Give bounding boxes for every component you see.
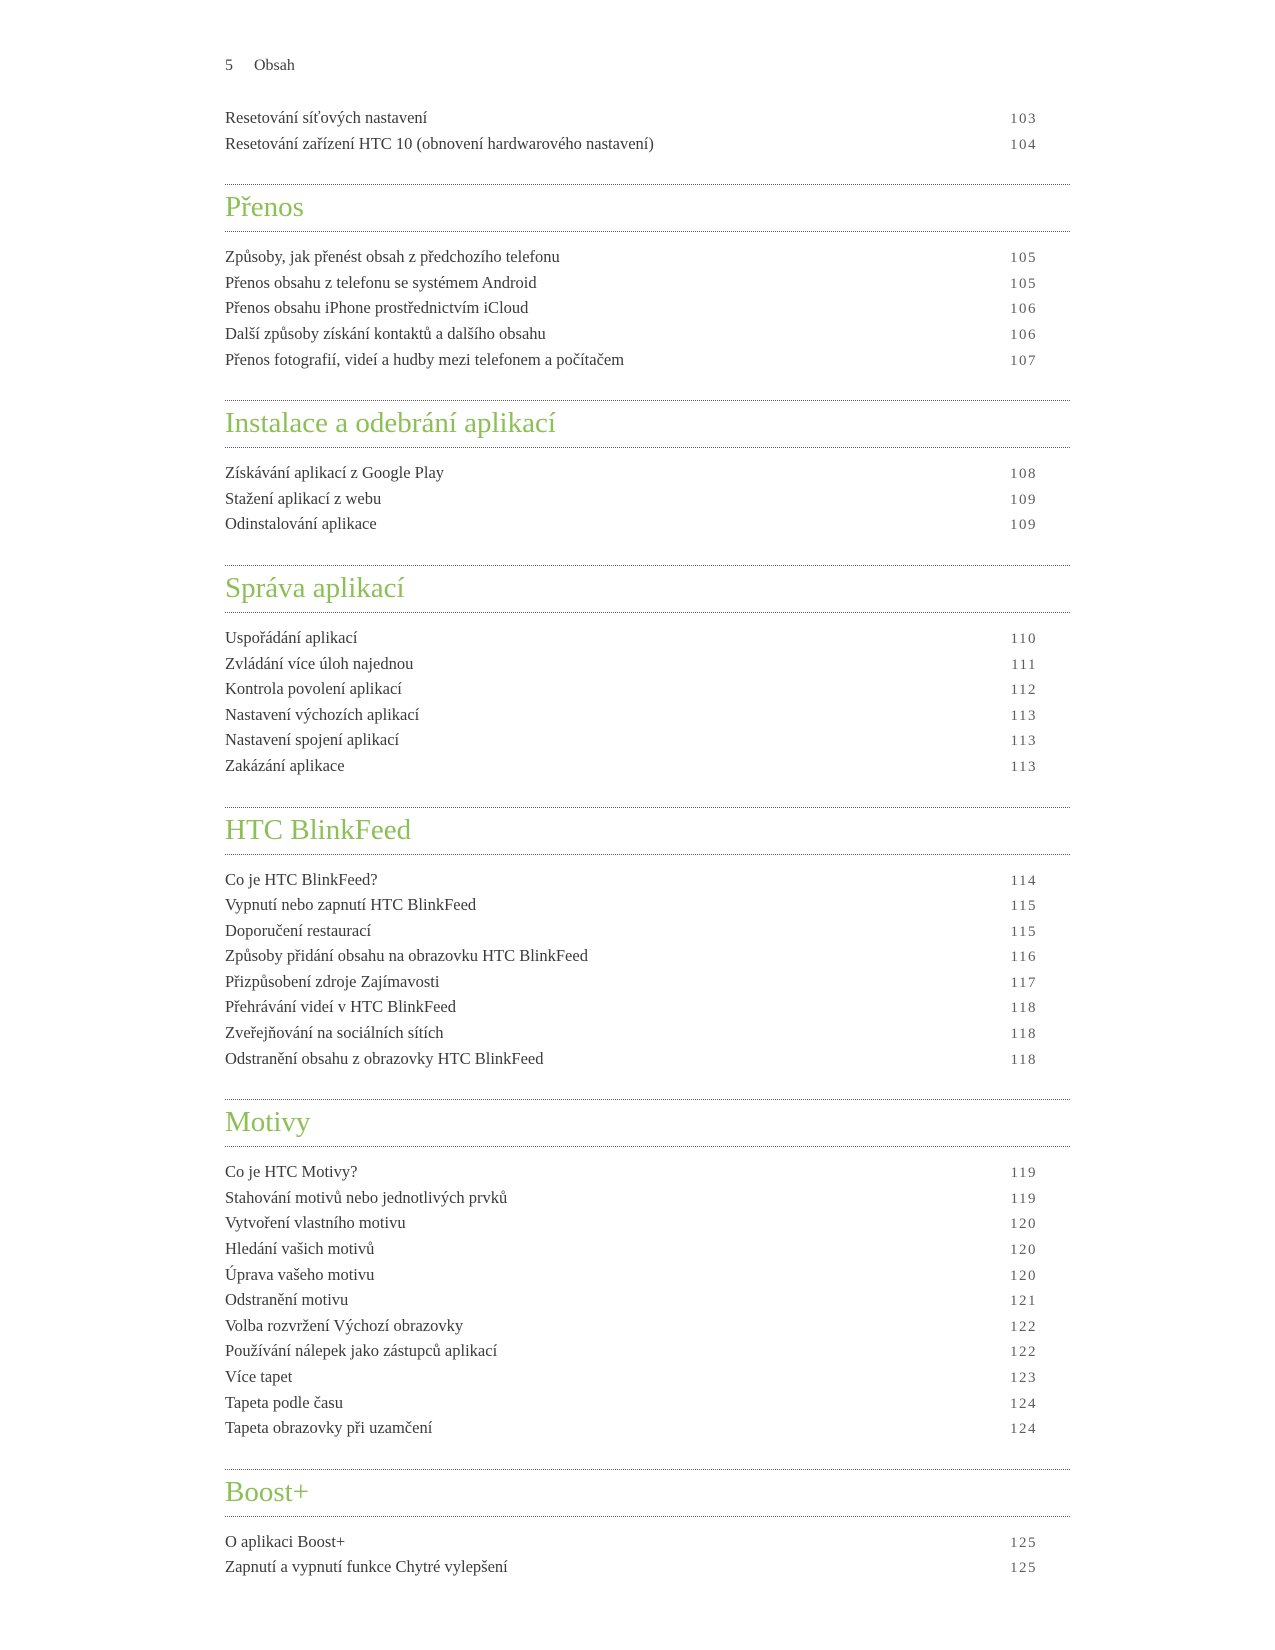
toc-entry-label: Zvládání více úloh najednou	[225, 653, 414, 673]
toc-entry-label: Úprava vašeho motivu	[225, 1264, 375, 1284]
toc-entry-page-number: 117	[1010, 974, 1037, 991]
toc-entry[interactable]	[225, 626, 1070, 652]
toc-entry[interactable]	[225, 728, 1070, 754]
toc-entry-label: Zapnutí a vypnutí funkce Chytré vylepšení	[225, 1557, 508, 1577]
section-title: Přenos	[225, 191, 304, 224]
toc-entry-page-number: 119	[1010, 1165, 1037, 1182]
toc-entry-page-number: 111	[1011, 656, 1037, 673]
toc-entry-label: Kontrola povolení aplikací	[225, 679, 402, 699]
toc-entry-label: Tapeta obrazovky při uzamčení	[225, 1418, 433, 1438]
toc-entry[interactable]	[225, 893, 1070, 919]
toc-entry-page-number: 120	[1010, 1216, 1037, 1233]
toc-entry[interactable]	[225, 461, 1070, 487]
toc-entry-label: Odinstalování aplikace	[225, 514, 377, 534]
toc-entry-page-number: 121	[1010, 1293, 1037, 1310]
toc-entry-page-number: 124	[1010, 1395, 1037, 1412]
toc-entry[interactable]	[225, 1186, 1070, 1212]
toc-entry-page-number: 114	[1010, 872, 1037, 889]
toc-entry-page-number: 113	[1010, 733, 1037, 750]
toc-entry-page-number: 125	[1010, 1534, 1037, 1551]
toc-entry-label: Nastavení výchozích aplikací	[225, 704, 420, 724]
toc-entry-page-number: 118	[1010, 1026, 1037, 1043]
section-heading	[225, 565, 1070, 613]
toc-entry-page-number: 109	[1010, 517, 1037, 534]
toc-continued-entries	[225, 106, 1070, 157]
page-header-title: Obsah	[254, 57, 295, 74]
toc-entry-label: Co je HTC BlinkFeed?	[225, 869, 378, 889]
toc-entry-page-number: 104	[1010, 136, 1037, 153]
toc-entry-label: Stažení aplikací z webu	[225, 488, 382, 508]
toc-entry[interactable]	[225, 271, 1070, 297]
toc-entry[interactable]	[225, 487, 1070, 513]
toc-entry-page-number: 108	[1010, 466, 1037, 483]
section-entries	[225, 1530, 1070, 1581]
toc-section	[225, 1469, 1070, 1581]
toc-entry-label: Více tapet	[225, 1367, 293, 1386]
toc-entry[interactable]	[225, 1021, 1070, 1047]
section-heading	[225, 807, 1070, 855]
toc-section	[225, 1099, 1070, 1442]
page-content-column	[225, 0, 1070, 1581]
toc-entry[interactable]	[225, 1391, 1070, 1417]
page-number: 5	[225, 57, 233, 74]
section-entries	[225, 1160, 1070, 1442]
toc-entry-label: Zakázání aplikace	[225, 755, 345, 775]
toc-entry-label: Tapeta podle času	[225, 1392, 343, 1412]
section-title: Instalace a odebrání aplikací	[225, 407, 556, 440]
toc-entry[interactable]	[225, 512, 1070, 538]
toc-entry[interactable]	[225, 1263, 1070, 1289]
toc-entry[interactable]	[225, 1339, 1070, 1365]
toc-entry[interactable]	[225, 1047, 1070, 1073]
toc-entry-page-number: 118	[1010, 1051, 1037, 1068]
toc-entry-label: Nastavení spojení aplikací	[225, 730, 400, 750]
toc-entry-label: Odstranění motivu	[225, 1290, 349, 1310]
toc-entry-label: Zveřejňování na sociálních sítích	[225, 1023, 444, 1043]
toc-entry-label: Způsoby, jak přenést obsah z předchozího telefonu	[225, 247, 560, 267]
toc-entry-page-number: 113	[1010, 758, 1037, 775]
toc-entry-label: Stahování motivů nebo jednotlivých prvků	[225, 1187, 508, 1207]
section-title: Boost+	[225, 1475, 310, 1508]
toc-entry-label: Resetování zařízení HTC 10 (obnovení hardwarového nastavení)	[225, 133, 654, 153]
toc-entry[interactable]	[225, 754, 1070, 780]
section-entries	[225, 245, 1070, 373]
toc-entry[interactable]	[225, 1555, 1070, 1581]
toc-entry-page-number: 115	[1010, 923, 1037, 940]
toc-entry-page-number: 103	[1010, 111, 1037, 127]
toc-entry[interactable]	[225, 919, 1070, 945]
toc-section	[225, 184, 1070, 373]
toc-entry-label: Volba rozvržení Výchozí obrazovky	[225, 1315, 464, 1335]
toc-entry-page-number: 118	[1010, 1000, 1037, 1017]
toc-entry-page-number: 120	[1010, 1242, 1037, 1259]
toc-entry[interactable]	[225, 296, 1070, 322]
toc-entry-label: Způsoby přidání obsahu na obrazovku HTC BlinkFeed	[225, 946, 588, 966]
section-heading	[225, 400, 1070, 448]
toc-entry-page-number: 120	[1010, 1267, 1037, 1284]
toc-entry-label: Přizpůsobení zdroje Zajímavosti	[225, 971, 440, 991]
section-heading	[225, 1469, 1070, 1517]
section-entries	[225, 461, 1070, 538]
toc-entry[interactable]	[225, 132, 1070, 158]
toc-entry-label: Doporučení restaurací	[225, 920, 372, 940]
section-heading	[225, 1099, 1070, 1147]
toc-entry-page-number: 107	[1010, 352, 1037, 369]
toc-entry[interactable]	[225, 1314, 1070, 1340]
section-heading	[225, 184, 1070, 232]
toc-entry-label: Získávání aplikací z Google Play	[225, 463, 445, 483]
toc-entry[interactable]	[225, 944, 1070, 970]
toc-entry-page-number: 109	[1010, 491, 1037, 508]
toc-entry-label: O aplikaci Boost+	[225, 1531, 346, 1551]
toc-entry[interactable]	[225, 1237, 1070, 1263]
toc-entry-page-number: 105	[1010, 275, 1037, 292]
table-of-contents	[225, 106, 1070, 1581]
toc-entry-label: Přenos obsahu iPhone prostřednictvím iCloud	[225, 298, 529, 318]
toc-entry-label: Přenos fotografií, videí a hudby mezi telefonem a počítačem	[225, 349, 625, 369]
toc-entry-page-number: 112	[1010, 682, 1037, 699]
toc-entry[interactable]	[225, 348, 1070, 374]
section-title: Motivy	[225, 1106, 311, 1139]
toc-entry[interactable]	[225, 1416, 1070, 1442]
toc-entry-label: Používání nálepek jako zástupců aplikací	[225, 1341, 498, 1361]
toc-entry[interactable]	[225, 995, 1070, 1021]
toc-entry-label: Odstranění obsahu z obrazovky HTC BlinkFeed	[225, 1048, 544, 1068]
page-header	[225, 57, 1070, 75]
toc-entry[interactable]	[225, 322, 1070, 348]
toc-entry-page-number: 115	[1010, 898, 1037, 915]
toc-entry-label: Další způsoby získání kontaktů a dalšího obsahu	[225, 323, 546, 343]
toc-section	[225, 565, 1070, 780]
toc-entry[interactable]	[225, 703, 1070, 729]
toc-entry[interactable]	[225, 1211, 1070, 1237]
toc-entry-page-number: 125	[1010, 1560, 1037, 1577]
toc-entry-page-number: 105	[1010, 250, 1037, 267]
toc-entry[interactable]	[225, 1288, 1070, 1314]
toc-entry-page-number: 113	[1010, 707, 1037, 724]
toc-entry-page-number: 122	[1010, 1344, 1037, 1361]
toc-entry-page-number: 116	[1010, 949, 1037, 966]
toc-entry-page-number: 106	[1010, 301, 1037, 318]
toc-entry[interactable]	[225, 1160, 1070, 1186]
toc-entry[interactable]	[225, 677, 1070, 703]
toc-entry-label: Vytvoření vlastního motivu	[225, 1213, 406, 1233]
toc-entry-label: Hledání vašich motivů	[225, 1239, 375, 1259]
toc-entry-page-number: 119	[1010, 1190, 1037, 1207]
toc-entry[interactable]	[225, 1530, 1070, 1556]
toc-entry-page-number: 122	[1010, 1318, 1037, 1335]
toc-entry-page-number: 110	[1010, 630, 1037, 647]
section-title: HTC BlinkFeed	[225, 813, 412, 846]
toc-entry[interactable]	[225, 652, 1070, 678]
toc-entry-page-number: 106	[1010, 326, 1037, 343]
toc-entry[interactable]	[225, 970, 1070, 996]
section-title: Správa aplikací	[225, 571, 405, 604]
section-entries	[225, 868, 1070, 1073]
toc-entry-page-number: 123	[1010, 1370, 1037, 1386]
section-entries	[225, 626, 1070, 780]
toc-section	[225, 807, 1070, 1073]
toc-entry[interactable]	[225, 868, 1070, 894]
toc-entry-label: Co je HTC Motivy?	[225, 1162, 358, 1182]
toc-entry-label: Vypnutí nebo zapnutí HTC BlinkFeed	[225, 895, 477, 915]
toc-section	[225, 400, 1070, 538]
toc-entry-page-number: 124	[1010, 1421, 1037, 1438]
toc-entry-label: Přenos obsahu z telefonu se systémem Android	[225, 272, 537, 292]
toc-entry-label: Uspořádání aplikací	[225, 627, 358, 647]
toc-entry[interactable]	[225, 106, 1070, 132]
toc-entry-label: Resetování síťových nastavení	[225, 108, 428, 127]
toc-entry-label: Přehrávání videí v HTC BlinkFeed	[225, 997, 456, 1017]
toc-entry[interactable]	[225, 1365, 1070, 1391]
toc-entry[interactable]	[225, 245, 1070, 271]
